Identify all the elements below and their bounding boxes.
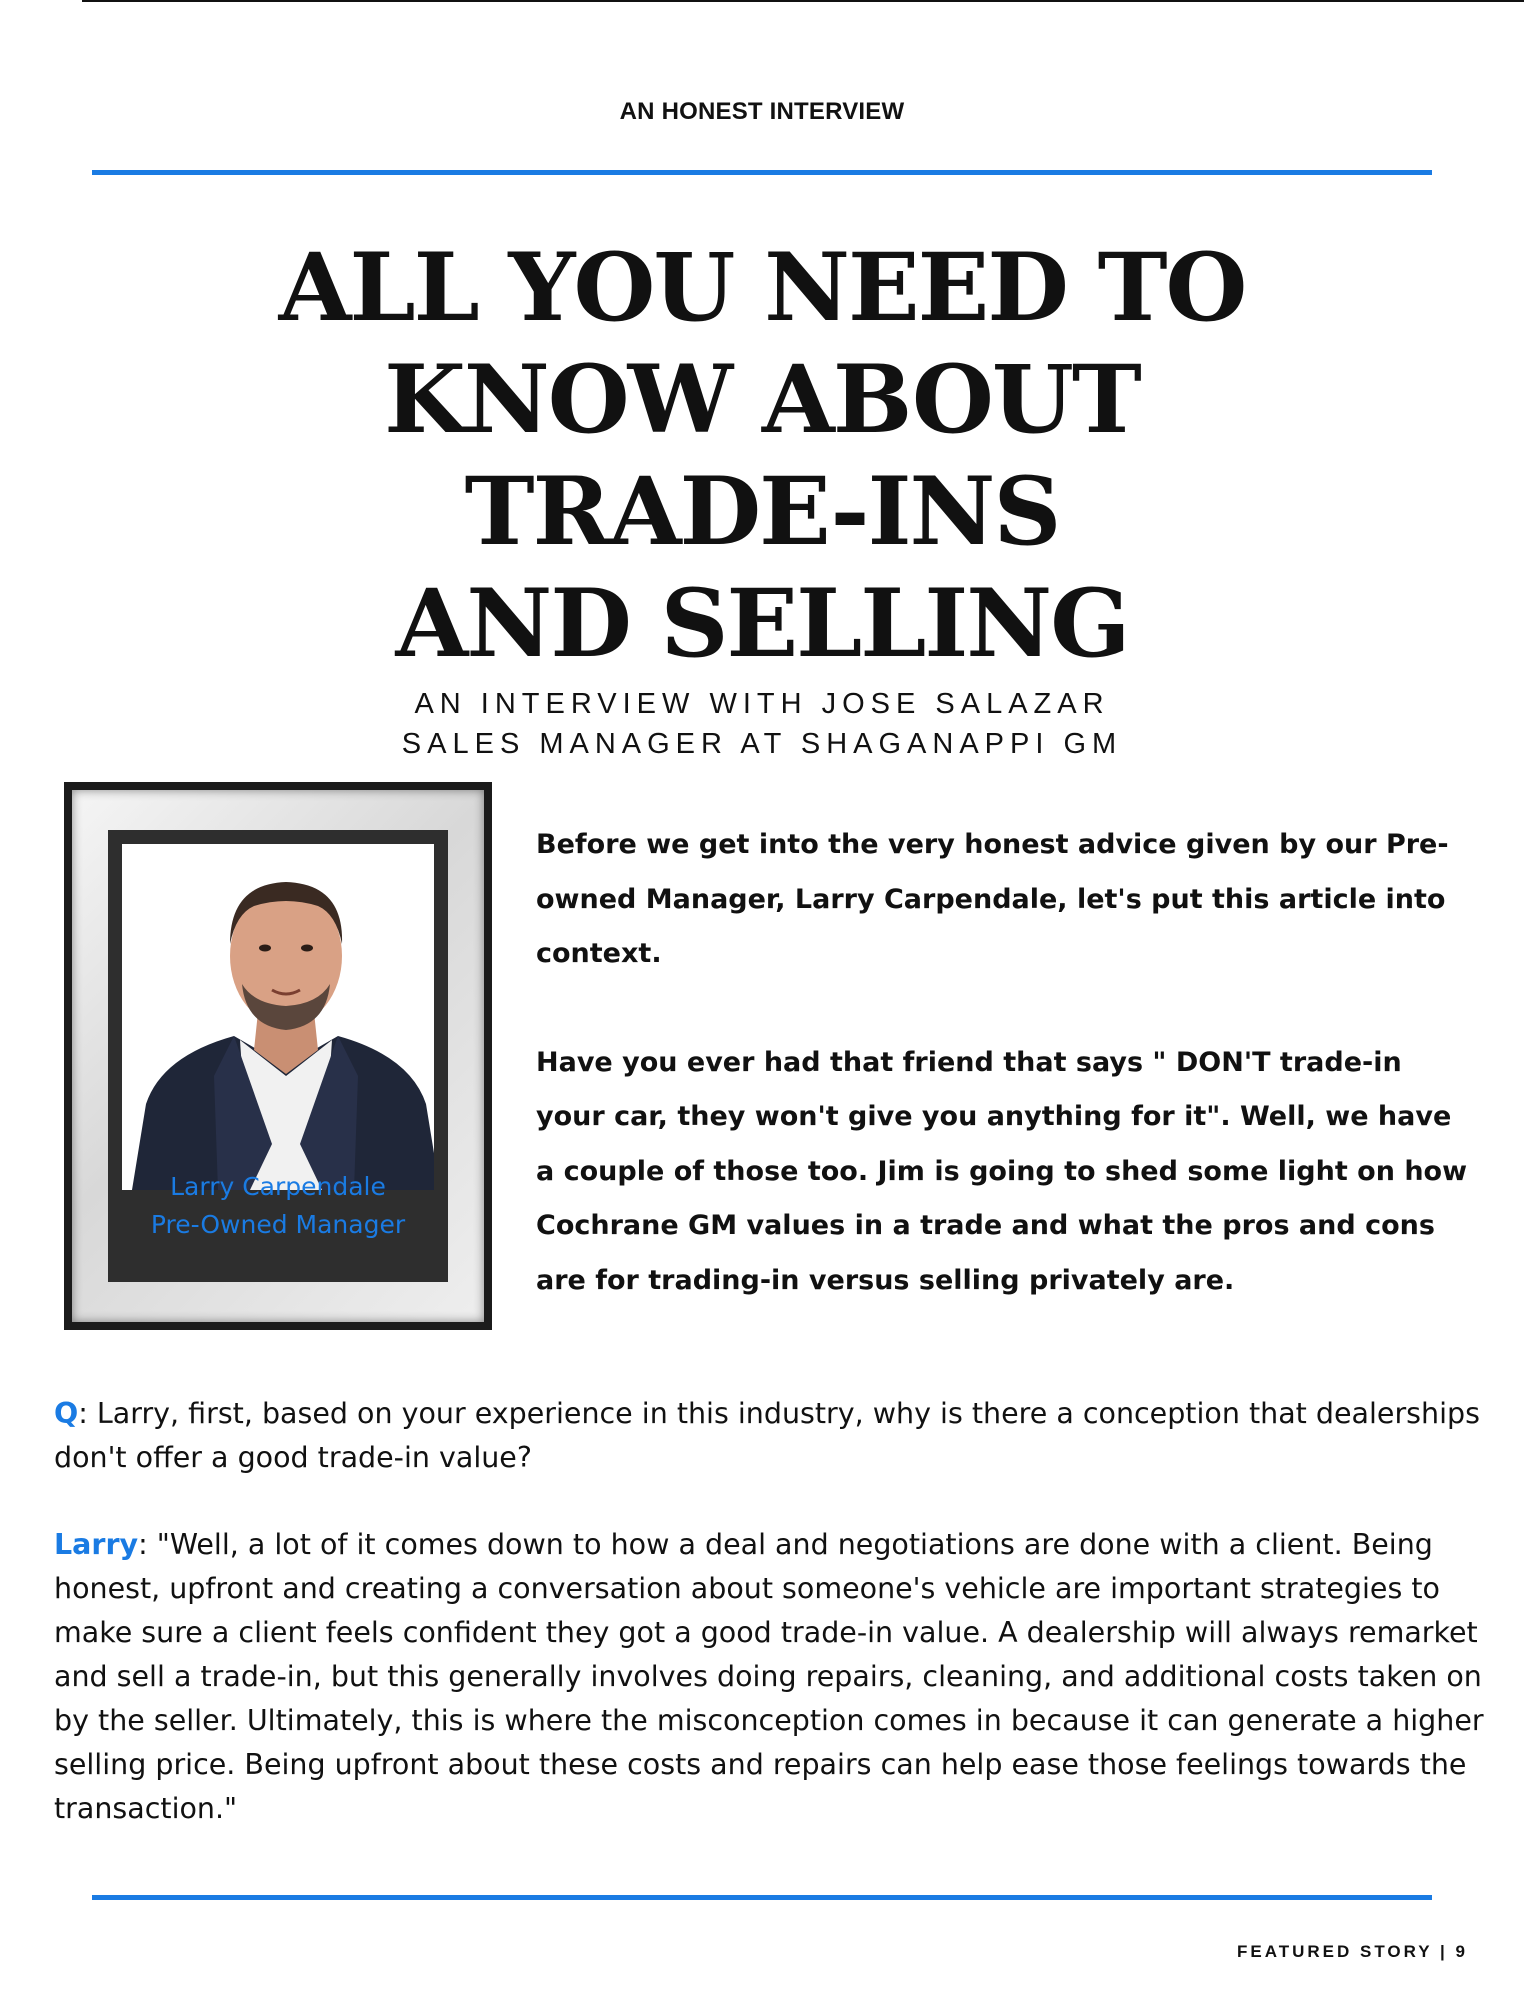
portrait-inner <box>108 830 448 1282</box>
portrait-role: Pre-Owned Manager <box>150 1210 406 1239</box>
intro-paragraph: Have you ever had that friend that says " DON'T trade-in your car, they won't give you anything for it". Well, we have a couple of those too. Jim is going to shed some light on how Cochrane GM values in a trade and what the pros and cons are for trading-in versus selling privately are. <box>536 1046 1468 1296</box>
person-illustration <box>122 844 434 1190</box>
answer-paragraph <box>54 1523 1494 1831</box>
question-paragraph <box>54 1392 1494 1480</box>
subtitle-line: AN INTERVIEW WITH JOSE SALAZAR <box>414 688 1110 720</box>
subtitle-line: SALES MANAGER AT SHAGANAPPI GM <box>401 728 1123 760</box>
portrait-photo <box>122 844 434 1190</box>
intro-text <box>536 818 1476 1362</box>
top-rule <box>82 0 1524 2</box>
intro-paragraph: Before we get into the very honest advice given by our Pre-owned Manager, Larry Carpendale, let's put this article into context. <box>536 829 1449 969</box>
article-title <box>0 232 1524 680</box>
speaker-label: Q <box>54 1397 79 1430</box>
page-footer: FEATURED STORY | 9 <box>1237 1942 1468 1961</box>
interview-body <box>54 1392 1494 1874</box>
bottom-blue-divider <box>92 1895 1432 1900</box>
title-line: KNOW ABOUT <box>384 345 1140 455</box>
answer-text: : "Well, a lot of it comes down to how a deal and negotiations are done with a client. Being honest, upfront and creating a conversation about someone's vehicle are important strategies to make sure a client feels confident they got a good trade-in value. A dealership will always remarket and sell a trade-in, but this generally involves doing repairs, cleaning, and additional costs taken on by the seller. Ultimately, this is where the misconception comes in because it can generate a higher selling price. Being upfront about these costs and repairs can help ease those feelings towards the transaction." <box>54 1528 1484 1825</box>
top-blue-divider <box>92 170 1432 175</box>
title-line: TRADE-INS <box>464 457 1060 567</box>
title-line: AND SELLING <box>395 569 1129 679</box>
speaker-label: Larry <box>54 1528 139 1561</box>
section-kicker: AN HONEST INTERVIEW <box>619 98 905 125</box>
portrait-frame <box>64 782 492 1330</box>
question-text: : Larry, first, based on your experience in this industry, why is there a conception that dealerships don't offer a good trade-in value? <box>54 1397 1480 1474</box>
portrait-caption <box>108 1168 448 1244</box>
portrait-mat <box>72 790 484 1322</box>
portrait-name: Larry Carpendale <box>170 1172 386 1201</box>
title-line: ALL YOU NEED TO <box>278 233 1246 343</box>
article-subtitle <box>0 684 1524 764</box>
